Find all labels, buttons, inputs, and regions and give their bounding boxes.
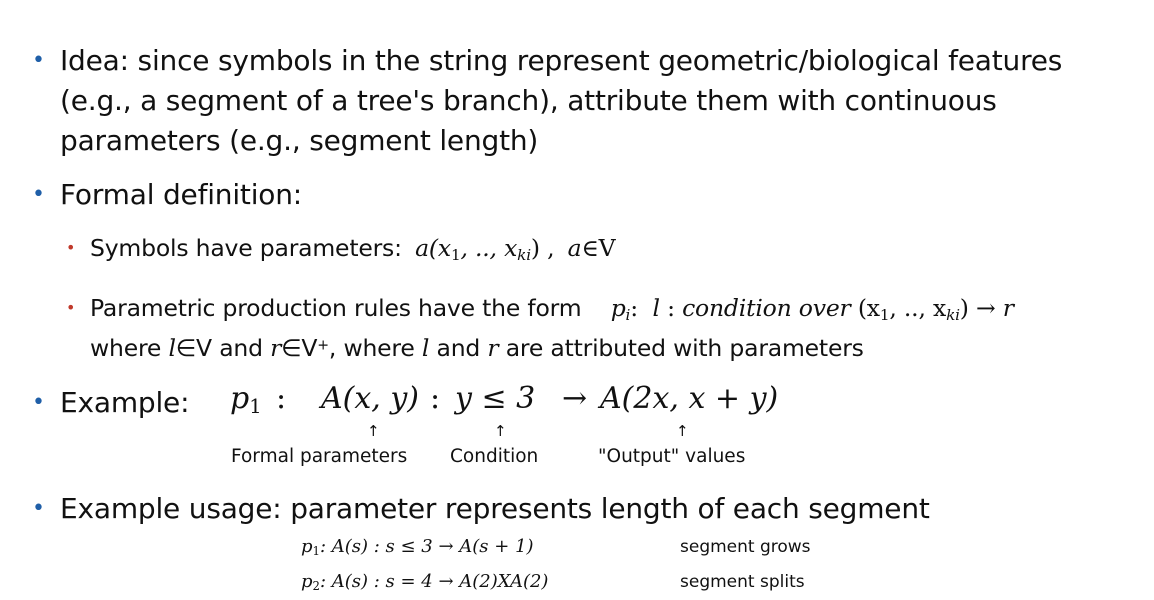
- rules-line-2: where l∈V and r∈V+, where l and r are attributed with parameters: [90, 334, 864, 362]
- usage-rule-1: $p_1$: A(s) : s ≤ 3 → A(s + 1): [301, 536, 534, 558]
- annotation-arrow-params: ↑: [367, 422, 380, 440]
- bullet-marker: •: [32, 48, 45, 73]
- example-colon: :: [276, 381, 287, 416]
- sub-bullet-marker: •: [66, 238, 76, 257]
- example-condition: y ≤ 3: [455, 381, 536, 416]
- sub-bullet-marker: •: [66, 298, 76, 317]
- idea-line-1: Idea: since symbols in the string represent geometric/biological features: [60, 44, 1063, 77]
- rules-formula: $p_i$: l : condition over ($x_1$, .., $x_{ki}) \to r$: [610, 294, 1014, 324]
- example-usage-label: Example usage: parameter represents length of each segment: [60, 492, 930, 525]
- symbols-formula: $a(x_1$, .., $x_{ki}$) , a∈V: [415, 234, 616, 264]
- annotation-condition: Condition: [450, 446, 539, 467]
- example-rhs: A(2x, x + y): [600, 381, 779, 416]
- symbols-text: Symbols have parameters:: [90, 234, 402, 262]
- usage-rule-2-note: segment splits: [680, 572, 805, 592]
- example-separator: :: [430, 381, 441, 416]
- usage-rule-2: $p_2$: A(s) : s = 4 → A(2)XA(2): [301, 571, 549, 593]
- symbols-line: [90, 231, 615, 265]
- annotation-formal-parameters: Formal parameters: [231, 446, 408, 467]
- annotation-output-values: "Output" values: [598, 446, 746, 467]
- usage-rule-1-note: segment grows: [680, 537, 811, 557]
- bullet-marker: •: [32, 390, 45, 415]
- bullet-marker: •: [32, 182, 45, 207]
- rules-text: Parametric production rules have the form: [90, 294, 582, 322]
- example-p1: $p_1$: [230, 381, 262, 418]
- example-arrow: →: [562, 381, 588, 416]
- rules-line-1: [90, 291, 1014, 325]
- example-label: Example:: [60, 386, 190, 419]
- annotation-arrow-condition: ↑: [494, 422, 507, 440]
- formal-definition-label: Formal definition:: [60, 178, 303, 211]
- annotation-arrow-output: ↑: [676, 422, 689, 440]
- idea-line-3: parameters (e.g., segment length): [60, 124, 539, 157]
- example-lhs: A(x, y): [321, 381, 420, 416]
- bullet-marker: •: [32, 496, 45, 521]
- idea-line-2: (e.g., a segment of a tree's branch), attribute them with continuous: [60, 84, 997, 117]
